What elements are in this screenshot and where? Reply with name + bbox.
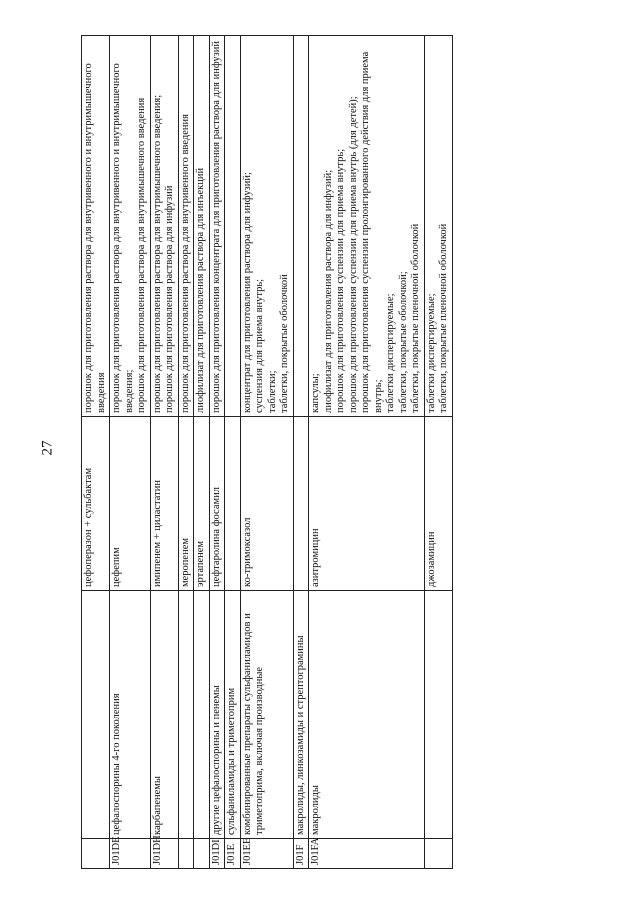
dosage-form-line: порошок для приготовления раствора для внутримышечного введения [136, 97, 147, 413]
dosage-form-line: лиофилизат для приготовления раствора для инфузий; [322, 169, 334, 413]
atc-code-cell: J01DI [209, 839, 225, 869]
drug-name-cell [225, 417, 241, 591]
dosage-form-line: таблетки диспергируемые; [425, 293, 437, 413]
drug-name-cell: цефоперазон + сульбактам [82, 417, 110, 591]
atc-code-cell: J01FA [309, 839, 425, 869]
drug-table-body [82, 36, 453, 869]
drug-name-cell [293, 417, 309, 591]
group-name-cell [194, 591, 210, 839]
dosage-forms-cell [194, 36, 210, 417]
drug-name-cell: меропенем [178, 417, 194, 591]
drug-name-cell: цефепим [110, 417, 151, 591]
dosage-form-line: порошок для приготовления суспензии пролонгированного действия для приема внутрь; [360, 51, 384, 413]
page-number: 27 [39, 440, 56, 456]
dosage-forms-cell [293, 36, 309, 417]
dosage-form-line: порошок для приготовления концентрата для приготовления раствора для инфузий [210, 41, 222, 413]
dosage-form-line: порошок для приготовления раствора для внутривенного введения [179, 114, 191, 413]
dosage-forms-cell [178, 36, 194, 417]
drug-name-cell: джозамицин [424, 417, 452, 591]
atc-code-cell [82, 839, 110, 869]
dosage-forms-cell [424, 36, 452, 417]
dosage-form-line: таблетки, покрытые пленочной оболочкой [438, 223, 449, 413]
group-name-cell: цефалоспорины 4-го поколения [110, 591, 151, 839]
table-row [309, 36, 425, 869]
group-name-cell: комбинированные препараты сульфаниламидов и триметоприма, включая производные [240, 591, 293, 839]
dosage-form-line: порошок для приготовления раствора для внутримышечного введения; [151, 94, 163, 413]
group-name-cell [424, 591, 452, 839]
drug-name-cell: имипенем + циластатин [150, 417, 178, 591]
drug-name-cell: ко-тримоксазол [240, 417, 293, 591]
table-row [293, 36, 309, 869]
dosage-form-line: таблетки, покрытые оболочкой [279, 274, 290, 413]
group-name-cell [82, 591, 110, 839]
atc-code-cell: J01E [225, 839, 241, 869]
dosage-form-line: порошок для приготовления суспензии для приема внутрь; [335, 148, 346, 413]
group-name-cell: макролиды [309, 591, 425, 839]
drug-table [81, 35, 453, 869]
table-row [150, 36, 178, 869]
table-row [194, 36, 210, 869]
dosage-form-line: таблетки, покрытые пленочной оболочкой [410, 223, 421, 413]
group-name-cell: сульфаниламиды и триметоприм [225, 591, 241, 839]
dosage-form-line: порошок для приготовления раствора для инфузий [164, 185, 175, 413]
table-row [178, 36, 194, 869]
drug-name-cell: цефтаролина фосамил [209, 417, 225, 591]
atc-code-cell: J01EE [240, 839, 293, 869]
atc-code-cell: J01F [293, 839, 309, 869]
dosage-forms-cell [309, 36, 425, 417]
group-name-cell: другие цефалоспорины и пенемы [209, 591, 225, 839]
group-name-cell: макролиды, линкозамиды и стрептограмины [293, 591, 309, 839]
atc-code-cell [424, 839, 452, 869]
table-frame [81, 36, 611, 869]
atc-code-cell [178, 839, 194, 869]
drug-name-cell: азитромицин [309, 417, 425, 591]
landscape-table-wrapper [81, 36, 611, 869]
dosage-forms-cell [150, 36, 178, 417]
dosage-form-line: порошок для приготовления раствора для внутривенного и внутримышечного введения [83, 63, 107, 413]
dosage-form-line: порошок для приготовления раствора для внутривенного и внутримышечного введения; [111, 63, 135, 413]
dosage-form-line: лиофилизат для приготовления раствора для инъекций [195, 167, 206, 413]
dosage-forms-cell [240, 36, 293, 417]
atc-code-cell: J01DE [110, 839, 151, 869]
dosage-forms-cell [110, 36, 151, 417]
dosage-form-line: суспензия для приема внутрь; [254, 278, 265, 413]
dosage-form-line: таблетки; [266, 370, 278, 413]
atc-code-cell [194, 839, 210, 869]
atc-code-cell: J01DH [150, 839, 178, 869]
table-row [424, 36, 452, 869]
dosage-forms-cell [82, 36, 110, 417]
table-row [225, 36, 241, 869]
table-row [209, 36, 225, 869]
dosage-form-line: таблетки диспергируемые; [385, 293, 396, 413]
dosage-form-line: порошок для приготовления суспензии для приема внутрь (для детей); [347, 96, 359, 413]
dosage-forms-cell [209, 36, 225, 417]
group-name-cell: карбапенемы [150, 591, 178, 839]
dosage-form-line: капсулы; [310, 373, 321, 413]
table-row [82, 36, 110, 869]
dosage-form-line: концентрат для приготовления раствора для инфузий; [241, 172, 253, 413]
table-row [110, 36, 151, 869]
dosage-form-line: таблетки, покрытые оболочкой; [397, 271, 409, 413]
dosage-forms-cell [225, 36, 241, 417]
group-name-cell [178, 591, 194, 839]
table-row [240, 36, 293, 869]
drug-name-cell: эртапенем [194, 417, 210, 591]
